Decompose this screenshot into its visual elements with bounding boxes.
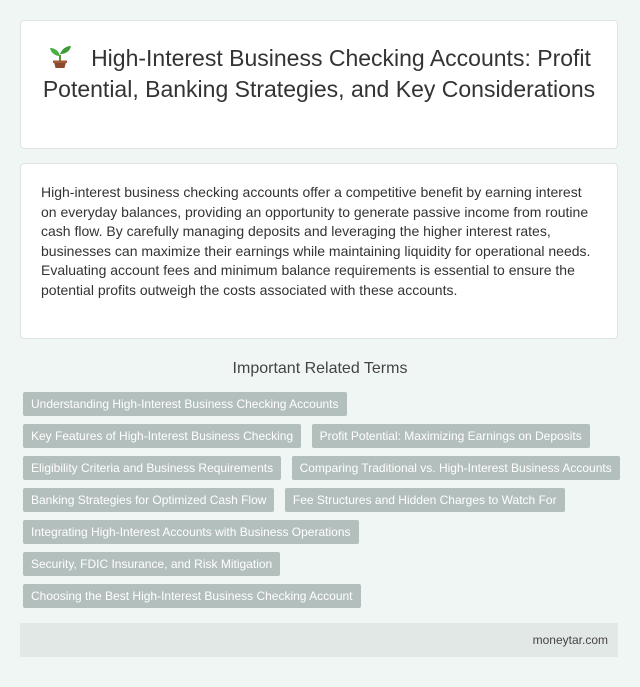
related-terms-heading: Important Related Terms: [232, 360, 408, 377]
related-term-tag[interactable]: Choosing the Best High-Interest Business Checking Account: [23, 584, 361, 608]
footer-site-link[interactable]: moneytar.com: [532, 633, 608, 647]
related-term-tag[interactable]: Banking Strategies for Optimized Cash Flow: [23, 488, 274, 512]
related-term-tag[interactable]: Profit Potential: Maximizing Earnings on Deposits: [312, 424, 590, 448]
title-card: [20, 20, 618, 149]
related-term-tag[interactable]: Understanding High-Interest Business Checking Accounts: [23, 392, 347, 416]
footer: [20, 623, 618, 657]
related-term-tag[interactable]: Key Features of High-Interest Business Checking: [23, 424, 301, 448]
page-title-text: High-Interest Business Checking Accounts: Profit Potential, Banking Strategies, and Key Considerations: [42, 45, 596, 102]
related-term-tag[interactable]: Security, FDIC Insurance, and Risk Mitigation: [23, 552, 280, 576]
related-term-tag[interactable]: Integrating High-Interest Accounts with Business Operations: [23, 520, 359, 544]
related-terms-list: [23, 392, 623, 616]
related-term-tag[interactable]: Fee Structures and Hidden Charges to Watch For: [285, 488, 565, 512]
seedling-icon: [47, 43, 73, 69]
related-term-tag[interactable]: Eligibility Criteria and Business Requirements: [23, 456, 281, 480]
description-card: [20, 163, 618, 339]
page-title: [39, 43, 599, 105]
related-term-tag[interactable]: Comparing Traditional vs. High-Interest Business Accounts: [292, 456, 620, 480]
description-text: High-interest business checking accounts offer a competitive benefit by earning interest on everyday balances, providing an opportunity to generate passive income from routine cash flow. By carefully managing deposits and leveraging the higher interest rates, businesses can maximize their earnings while maintaining liquidity for operational needs. Evaluating account fees and minimum balance requirements is essential to ensure the potential profits outweigh the costs associated with these accounts.: [41, 184, 591, 298]
